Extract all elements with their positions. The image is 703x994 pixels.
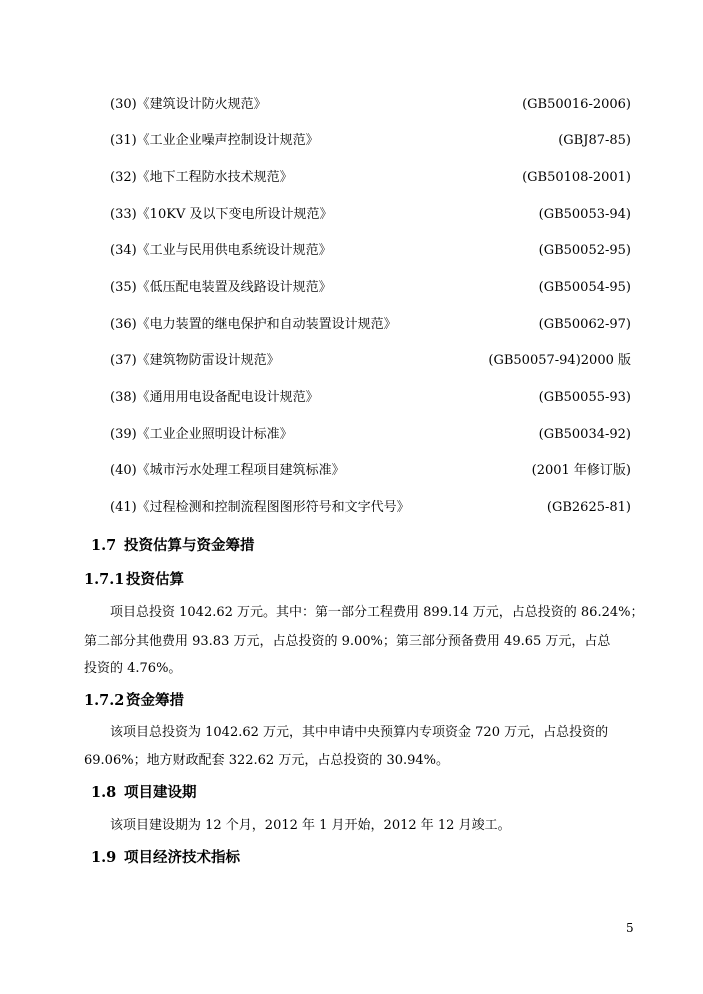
standard-code: (GB50057-94)2000 版 bbox=[488, 353, 631, 368]
standard-code: (GB50054-95) bbox=[538, 280, 631, 295]
standard-title: (32)《地下工程防水技术规范》 bbox=[110, 170, 293, 185]
paragraph-line: 该项目总投资为 1042.62 万元，其中申请中央预算内专项资金 720 万元，占总投资的 bbox=[110, 725, 609, 740]
standard-title: (34)《工业与民用供电系统设计规范》 bbox=[110, 243, 332, 258]
section-title: 项目建设期 bbox=[124, 784, 197, 801]
standard-item bbox=[110, 425, 631, 445]
standard-item bbox=[110, 315, 631, 335]
standard-code: (2001 年修订版) bbox=[531, 463, 631, 478]
standard-title: (33)《10KV 及以下变电所设计规范》 bbox=[110, 207, 333, 222]
standard-title: (35)《低压配电装置及线路设计规范》 bbox=[110, 280, 332, 295]
section-heading-1-8 bbox=[91, 783, 197, 803]
standard-item bbox=[110, 131, 631, 151]
section-number: 1.7 bbox=[91, 537, 117, 554]
standard-title: (31)《工业企业噪声控制设计规范》 bbox=[110, 133, 319, 148]
standard-title: (38)《通用用电设备配电设计规范》 bbox=[110, 390, 319, 405]
section-heading-1-7-2 bbox=[84, 691, 184, 711]
standard-item bbox=[110, 388, 631, 408]
standard-code: (GB50055-93) bbox=[538, 390, 631, 405]
section-title: 资金筹措 bbox=[126, 692, 184, 709]
standard-code: (GB50052-95) bbox=[538, 243, 631, 258]
paragraph-line: 69.06%；地方财政配套 322.62 万元，占总投资的 30.94%。 bbox=[84, 753, 450, 768]
standard-item bbox=[110, 168, 631, 188]
paragraph-line: 项目总投资 1042.62 万元。其中：第一部分工程费用 899.14 万元，占总投资的 86.24%； bbox=[110, 605, 644, 620]
standard-title: (41)《过程检测和控制流程图图形符号和文字代号》 bbox=[110, 500, 410, 515]
section-number: 1.9 bbox=[91, 849, 117, 866]
standard-item bbox=[110, 351, 631, 371]
page-number: 5 bbox=[626, 921, 634, 935]
standard-code: (GBJ87-85) bbox=[558, 133, 631, 148]
section-heading-1-7-1 bbox=[84, 570, 184, 590]
standard-item bbox=[110, 205, 631, 225]
paragraph-line: 第二部分其他费用 93.83 万元，占总投资的 9.00%；第三部分预备费用 49.65 万元，占总 bbox=[84, 634, 611, 649]
paragraph-line: 投资的 4.76%。 bbox=[84, 661, 182, 676]
standard-code: (GB50062-97) bbox=[538, 317, 631, 332]
section-number: 1.8 bbox=[91, 784, 117, 801]
standard-item bbox=[110, 461, 631, 481]
section-number: 1.7.2 bbox=[84, 692, 125, 709]
section-title: 投资估算 bbox=[126, 571, 184, 588]
section-title: 投资估算与资金筹措 bbox=[124, 537, 255, 554]
section-heading-1-9 bbox=[91, 848, 240, 868]
standard-title: (37)《建筑物防雷设计规范》 bbox=[110, 353, 280, 368]
standard-title: (40)《城市污水处理工程项目建筑标准》 bbox=[110, 463, 345, 478]
standard-code: (GB50016-2006) bbox=[522, 97, 631, 112]
standard-code: (GB50108-2001) bbox=[522, 170, 631, 185]
standard-item bbox=[110, 278, 631, 298]
standard-code: (GB50034-92) bbox=[538, 427, 631, 442]
paragraph-line: 该项目建设期为 12 个月，2012 年 1 月开始，2012 年 12 月竣工。 bbox=[110, 818, 511, 833]
standard-item bbox=[110, 95, 631, 115]
standard-title: (30)《建筑设计防火规范》 bbox=[110, 97, 267, 112]
standard-code: (GB2625-81) bbox=[546, 500, 631, 515]
standard-item bbox=[110, 498, 631, 518]
standard-item bbox=[110, 241, 631, 261]
standard-title: (36)《电力装置的继电保护和自动装置设计规范》 bbox=[110, 317, 397, 332]
standard-title: (39)《工业企业照明设计标准》 bbox=[110, 427, 293, 442]
section-number: 1.7.1 bbox=[84, 571, 125, 588]
section-heading-1-7 bbox=[91, 536, 255, 556]
section-title: 项目经济技术指标 bbox=[124, 849, 240, 866]
standard-code: (GB50053-94) bbox=[538, 207, 631, 222]
